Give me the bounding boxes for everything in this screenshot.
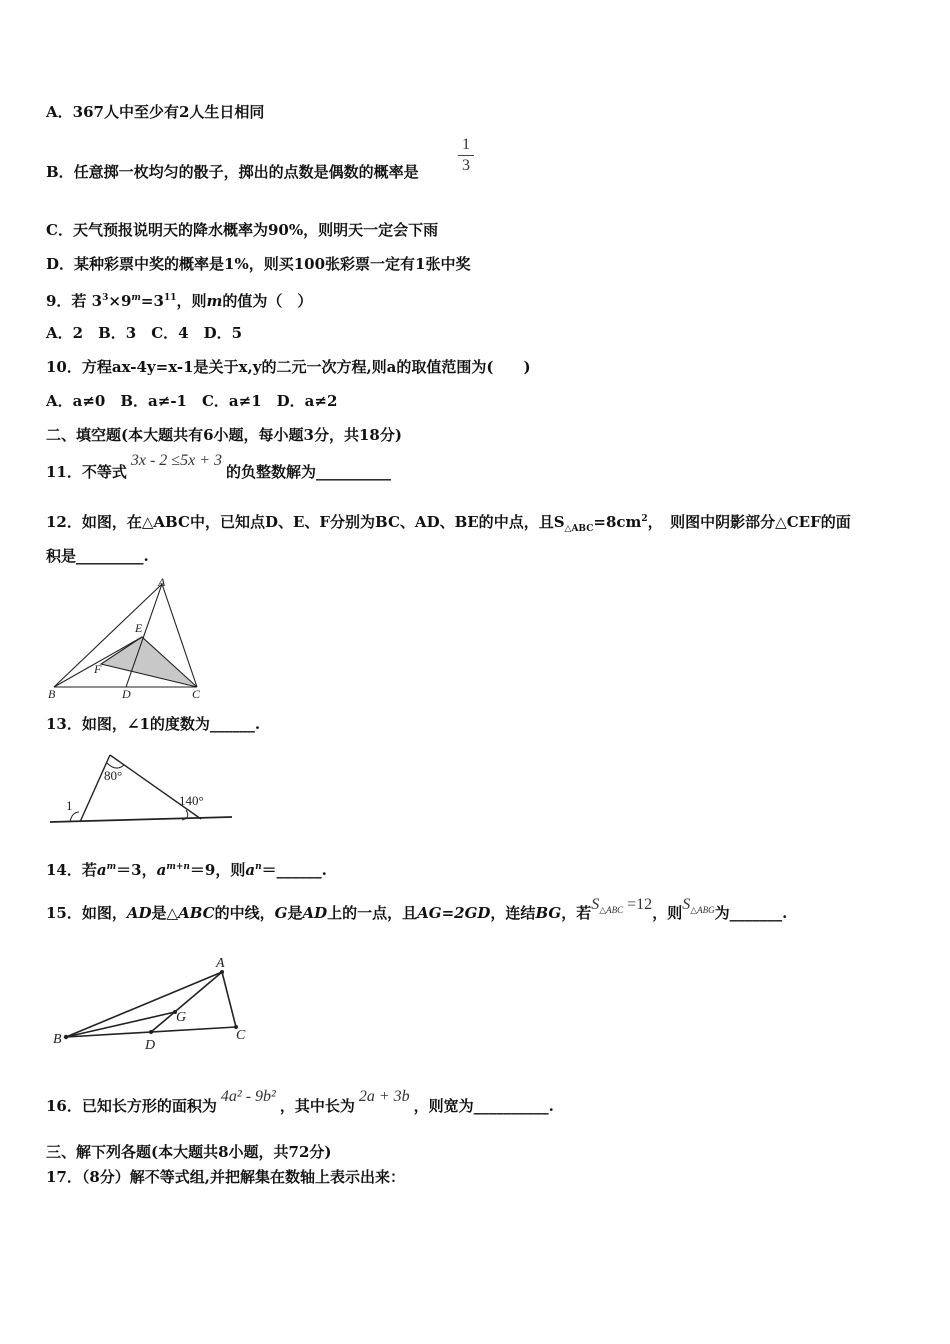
label-d: D	[145, 1038, 156, 1053]
q15-t2: 是△	[151, 904, 179, 922]
q12-text-b: =8cm	[593, 513, 642, 531]
options-10: A．a≠0 B．a≠-1 C．a≠1 D．a≠2	[46, 392, 338, 410]
q15-t3: 的中线，	[214, 904, 275, 922]
q14-t4: ＝______.	[261, 861, 327, 879]
q15-s2: S	[682, 896, 691, 913]
q9-var: m	[206, 292, 223, 310]
fraction-numerator: 1	[462, 136, 470, 153]
q15-s1: S	[591, 896, 600, 913]
q12-sup: 2	[641, 514, 648, 524]
option-8b-text: B．任意掷一枚均匀的骰子，掷出的点数是偶数的概率是	[46, 163, 419, 181]
q9-exp1: 3	[102, 293, 109, 303]
q14-a3: a	[245, 861, 256, 879]
q14-s3: n	[255, 862, 262, 872]
q15-s2-sub: △ABG	[690, 905, 715, 916]
question-9	[46, 289, 312, 310]
q15-ad: AD	[126, 904, 152, 922]
label-c: C	[192, 687, 201, 701]
question-12-line2: 积是_________.	[46, 547, 149, 565]
fraction-denominator: 3	[462, 157, 470, 174]
segment-ad	[151, 972, 222, 1032]
label-d: D	[122, 687, 131, 701]
option-8d: D．某种彩票中奖的概率是1%，则买100张彩票一定有1张中奖	[46, 255, 471, 273]
q9-tail: 的值为（ ）	[222, 292, 313, 310]
q11-inequality: 3x - 2 ≤5x + 3	[130, 452, 222, 469]
q15-ag: AG=2GD	[417, 904, 491, 922]
q14-a1: a	[96, 861, 107, 879]
q16-t2: ，其中长为	[279, 1097, 355, 1115]
segment-ba	[66, 972, 222, 1037]
q15-t9: 为_______.	[714, 904, 788, 922]
q15-t8: ，则	[652, 904, 683, 922]
q15-bg: BG	[535, 904, 562, 922]
question-15	[46, 896, 788, 928]
label-b: B	[53, 1032, 62, 1047]
side-left	[80, 755, 110, 822]
section-2-heading: 二、填空题(本大题共有6小题，每小题3分，共18分)	[46, 426, 402, 444]
q9-mid: ×9	[108, 292, 132, 310]
q14-t3: ＝9，则	[189, 861, 246, 879]
q15-t4: 是	[287, 904, 303, 922]
point-b	[64, 1035, 68, 1039]
q12-text-c: ， 则图中阴影部分△CEF的面	[647, 513, 851, 531]
q16-area-expr: 4a² - 9b²	[220, 1088, 276, 1105]
q15-s1-sub: △ABC	[599, 905, 624, 916]
q14-s2: m+n	[166, 862, 190, 872]
option-8b	[46, 163, 419, 181]
q11-prefix: 11．不等式	[46, 463, 127, 481]
question-12-line1	[46, 510, 851, 538]
q11-suffix: 的负整数解为__________	[225, 463, 391, 481]
side-right	[110, 755, 201, 819]
question-11	[46, 452, 391, 482]
question-17: 17．（8分）解不等式组,并把解集在数轴上表示出来：	[46, 1168, 406, 1186]
q9-prefix: 9．若 3	[46, 292, 103, 310]
question-10: 10．方程ax-4y=x-1是关于x,y的二元一次方程,则a的取值范围为( )	[46, 358, 531, 376]
q15-t5: 上的一点，且	[327, 904, 418, 922]
point-d	[149, 1030, 153, 1034]
options-9: A．2 B．3 C．4 D．5	[46, 324, 243, 342]
segment-ac	[222, 972, 236, 1027]
label-c: C	[236, 1028, 246, 1043]
label-a: A	[216, 956, 225, 971]
q14-t1: 14．若	[46, 861, 97, 879]
option-8a: A．367人中至少有2人生日相同	[46, 103, 265, 121]
q15-s1-value: =12	[623, 896, 653, 913]
figure-q13	[46, 750, 236, 830]
q14-t2: ＝3，	[116, 861, 157, 879]
q14-s1: m	[106, 862, 117, 872]
question-14	[46, 858, 327, 879]
option-8c: C．天气预报说明天的降水概率为90%，则明天一定会下雨	[46, 221, 439, 239]
section-3-heading: 三、解下列各题(本大题共8小题，共72分)	[46, 1143, 332, 1161]
label-g: G	[176, 1010, 187, 1025]
figure-q12	[40, 575, 210, 703]
q15-t6: ，连结	[490, 904, 536, 922]
q15-abc: ABC	[178, 904, 215, 922]
figure-q15	[50, 955, 260, 1055]
q12-sub: △ABC	[564, 524, 594, 534]
q16-t1: 16．已知长方形的面积为	[46, 1097, 217, 1115]
q16-t3: ，则宽为__________.	[413, 1097, 554, 1115]
fraction-bar	[458, 155, 474, 156]
fraction-one-third	[458, 136, 474, 175]
label-b: B	[48, 687, 56, 701]
label-a: A	[158, 575, 166, 589]
q15-g: G	[274, 904, 288, 922]
label-angle1: 1	[66, 798, 73, 813]
q9-suffix: ，则	[176, 292, 207, 310]
q9-eq: =3	[140, 292, 164, 310]
q15-t7: ，若	[561, 904, 592, 922]
label-140: 140°	[179, 793, 204, 808]
question-13: 13．如图，∠1的度数为______.	[46, 715, 261, 733]
label-e: E	[135, 621, 143, 635]
q15-ad2: AD	[302, 904, 328, 922]
question-16	[46, 1088, 554, 1116]
label-f: F	[94, 662, 102, 676]
q16-length-expr: 2a + 3b	[358, 1088, 410, 1105]
q9-exp3: 11	[163, 293, 177, 303]
base-line	[50, 817, 232, 822]
label-80: 80°	[104, 768, 123, 783]
q9-exp2: m	[131, 293, 141, 303]
q12-text-a: 12．如图，在△ABC中，已知点D、E、F分别为BC、AD、BE的中点，且S	[46, 513, 565, 531]
q14-a2: a	[156, 861, 167, 879]
q15-t1: 15．如图，	[46, 904, 127, 922]
